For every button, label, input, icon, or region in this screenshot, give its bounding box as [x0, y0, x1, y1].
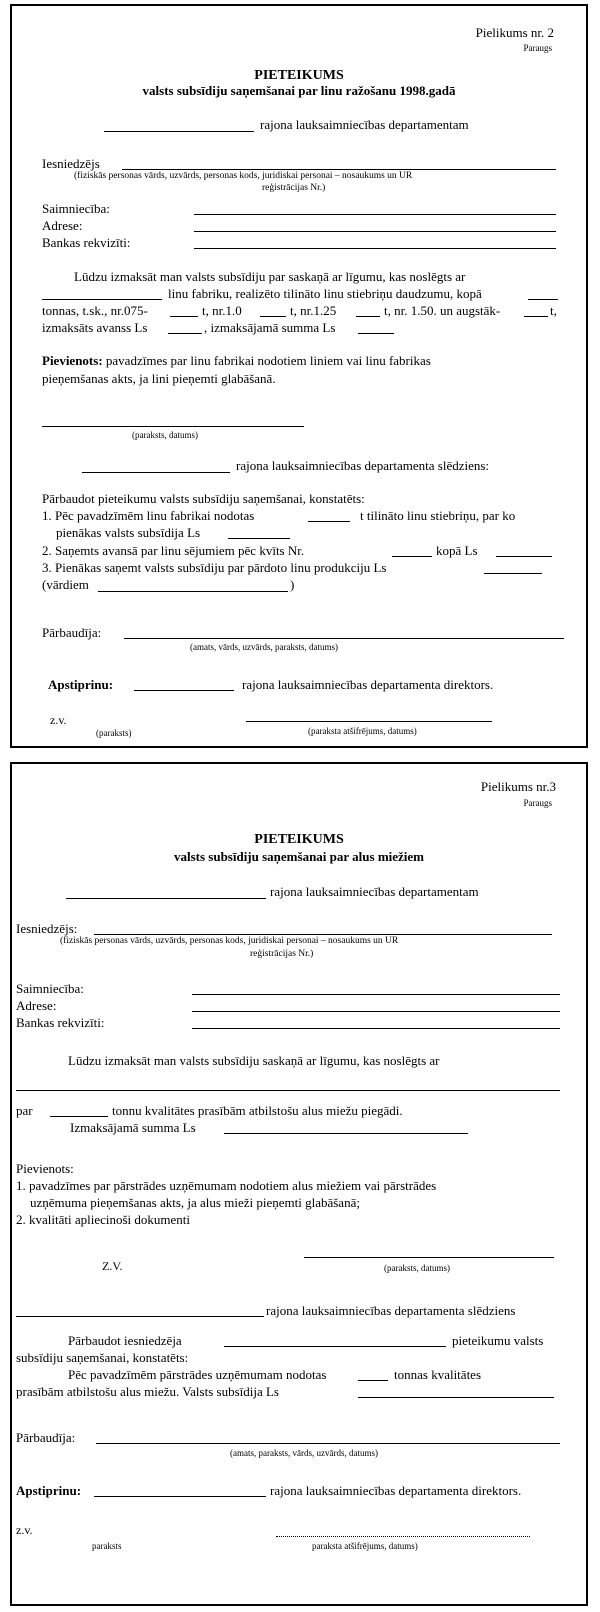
- attached-text-2: pieņemšanas akts, ja lini pieņemti glabāšanā.: [42, 371, 276, 386]
- bank-label: Bankas rekvizīti:: [16, 1015, 105, 1030]
- approve-text: rajona lauksaimniecības departamenta direktors.: [242, 677, 494, 692]
- seal-label-2: z.v.: [16, 1523, 33, 1537]
- subsidy-due-field[interactable]: [484, 573, 542, 574]
- checked-hint: (amats, vārds, uzvārds, paraksts, datums): [190, 642, 338, 652]
- annex-number: Pielikums nr. 2: [475, 25, 554, 40]
- request-text-3c: t, nr.1.25: [290, 303, 337, 318]
- applicant-name-field[interactable]: [224, 1346, 446, 1347]
- applicant-hint-2: reģistrācijas Nr.): [262, 183, 326, 193]
- request-text-3b: t, nr.1.0: [202, 303, 242, 318]
- seal-label: z.v.: [50, 713, 67, 727]
- check-item-1b: tonnas kvalitātes: [394, 1367, 482, 1382]
- applicant-hint: (fiziskās personas vārds, uzvārds, personas kods, juridiskai personai – nosaukums un UR: [74, 171, 413, 181]
- request-text-3d: t, nr. 1.50. un augstāk-: [384, 303, 501, 318]
- annex-number: Pielikums nr.3: [480, 779, 556, 794]
- address-field[interactable]: [194, 231, 556, 232]
- applicant-hint: (fiziskās personas vārds, uzvārds, personas kods, juridiskai personai – nosaukums un UR: [60, 936, 399, 946]
- farm-field[interactable]: [194, 214, 556, 215]
- checked-by-field[interactable]: [96, 1443, 560, 1444]
- sign-decode-hint: (paraksta atšifrējums, datums): [308, 726, 417, 736]
- check-item-1c: prasībām atbilstošu alus miežu. Valsts subsīdija Ls: [16, 1384, 279, 1399]
- sample-label: Paraugs: [523, 798, 552, 808]
- grade-075-field[interactable]: [170, 316, 198, 317]
- director-signature-field[interactable]: [276, 1536, 530, 1537]
- words-label: (vārdiem: [42, 577, 89, 592]
- attached-item-2: 2. kvalitāti apliecinoši dokumenti: [16, 1212, 191, 1227]
- checked-label: Pārbaudīja:: [42, 625, 102, 640]
- address-label: Adrese:: [42, 218, 83, 233]
- barley-delivered-field[interactable]: [358, 1380, 388, 1381]
- approve-label: Apstiprinu:: [16, 1483, 82, 1498]
- check-item-2b: kopā Ls: [436, 543, 478, 558]
- check-item-1c: pienākas valsts subsīdija Ls: [56, 525, 201, 540]
- form-malting-barley-subsidy: [10, 762, 588, 1606]
- attached-text-1: pavadzīmes par linu fabrikai nodotiem liniem vai linu fabrikas: [102, 353, 431, 368]
- check-item-3: 3. Pienākas saņemt valsts subsīdiju par pārdoto linu produkciju Ls: [42, 560, 387, 575]
- signature-hint: (paraksts, datums): [384, 1263, 450, 1273]
- form-title: PIETEIKUMS: [254, 832, 344, 847]
- applicant-field[interactable]: [94, 934, 552, 935]
- signature-hint: (paraksts, datums): [132, 430, 198, 440]
- grade-125-field[interactable]: [356, 316, 380, 317]
- attached-item-1: 1. pavadzīmes par pārstrādes uzņēmumam nodotiem alus miežiem vai pārstrādes: [16, 1178, 437, 1193]
- department-label: rajona lauksaimniecības departamentam: [260, 117, 469, 132]
- request-text-3e: t,: [550, 303, 557, 318]
- request-text-2: linu fabriku, realizēto tilināto linu stiebriņu daudzumu, kopā: [168, 286, 482, 301]
- grade-150-field[interactable]: [524, 316, 548, 317]
- flax-factory-field[interactable]: [42, 299, 162, 300]
- receipt-number-field[interactable]: [392, 556, 432, 557]
- check-item-1: 1. Pēc pavadzīmēm linu fabrikai nodotas: [42, 508, 255, 523]
- farm-label: Saimniecība:: [16, 981, 84, 996]
- approve-text: rajona lauksaimniecības departamenta direktors.: [270, 1483, 522, 1498]
- checked-hint: (amats, paraksts, vārds, uzvārds, datums): [230, 1448, 378, 1458]
- applicant-label: Iesniedzējs: [42, 156, 100, 171]
- sample-label: Paraugs: [523, 43, 552, 53]
- subsidy-amount-field[interactable]: [228, 538, 290, 539]
- conclusion-title: rajona lauksaimniecības departamenta slēdziens:: [236, 458, 490, 473]
- check-intro-b: pieteikumu valsts: [452, 1333, 544, 1348]
- words-close: ): [290, 577, 295, 592]
- applicant-field[interactable]: [122, 169, 556, 170]
- address-label: Adrese:: [16, 998, 57, 1013]
- payable-label: , izmaksājamā summa Ls: [204, 320, 336, 335]
- request-text-2: tonnu kvalitātes prasībām atbilstošu alus miežu piegādi.: [112, 1103, 403, 1118]
- approve-district-field[interactable]: [94, 1496, 266, 1497]
- check-item-2: 2. Saņemts avansā par linu sējumiem pēc kvīts Nr.: [42, 543, 305, 558]
- payable-field[interactable]: [358, 333, 394, 334]
- grade-10-field[interactable]: [260, 316, 286, 317]
- district-field[interactable]: [66, 898, 266, 899]
- seal-label: Z.V.: [102, 1259, 123, 1273]
- checked-by-field[interactable]: [124, 638, 564, 639]
- check-intro: Pārbaudot pieteikumu valsts subsīdiju saņemšanai, konstatēts:: [42, 491, 365, 506]
- applicant-label: Iesniedzējs:: [16, 921, 78, 936]
- applicant-hint-2: reģistrācijas Nr.): [250, 949, 314, 959]
- district-field[interactable]: [104, 131, 254, 132]
- check-item-1: Pēc pavadzīmēm pārstrādes uzņēmumam nodotas: [68, 1367, 327, 1382]
- director-signature-field[interactable]: [246, 721, 492, 722]
- payable-field[interactable]: [224, 1133, 468, 1134]
- request-par: par: [16, 1103, 33, 1118]
- farm-field[interactable]: [192, 994, 560, 995]
- total-tonnes-field[interactable]: [528, 299, 558, 300]
- check-intro: Pārbaudot iesniedzēja: [68, 1333, 182, 1348]
- request-text-3: tonnas, t.sk., nr.075-: [42, 303, 148, 318]
- flax-tonnes-field[interactable]: [308, 521, 350, 522]
- address-field[interactable]: [192, 1011, 560, 1012]
- sign-hint: paraksts: [92, 1541, 122, 1551]
- district-conclusion-field[interactable]: [82, 472, 230, 473]
- bank-label: Bankas rekvizīti:: [42, 235, 131, 250]
- farm-label: Saimniecība:: [42, 201, 110, 216]
- approve-label: Apstiprinu:: [48, 677, 114, 692]
- amount-in-words-field[interactable]: [98, 591, 288, 592]
- form-subtitle: valsts subsīdiju saņemšanai par linu ražošanu 1998.gadā: [142, 83, 456, 98]
- sign-hint: (paraksts): [96, 728, 132, 738]
- advance-total-field[interactable]: [496, 556, 552, 557]
- applicant-signature-field[interactable]: [42, 426, 304, 427]
- conclusion-title: rajona lauksaimniecības departamenta slēdziens: [266, 1303, 516, 1318]
- attached-label: Pievienots:: [16, 1161, 74, 1176]
- form-title: PIETEIKUMS: [254, 68, 344, 83]
- bank-field[interactable]: [194, 248, 556, 249]
- check-intro-c: subsīdiju saņemšanai, konstatēts:: [16, 1350, 189, 1365]
- barley-tonnes-field[interactable]: [50, 1116, 108, 1117]
- district-conclusion-field[interactable]: [16, 1316, 264, 1317]
- bank-field[interactable]: [192, 1028, 560, 1029]
- advance-label: izmaksāts avanss Ls: [42, 320, 148, 335]
- applicant-signature-field[interactable]: [304, 1257, 554, 1258]
- payable-label: Izmaksājamā summa Ls: [70, 1120, 196, 1135]
- request-text: Lūdzu izmaksāt man valsts subsīdiju par saskaņā ar līgumu, kas noslēgts ar: [74, 269, 466, 284]
- sign-decode-hint: paraksta atšifrējums, datums): [312, 1541, 418, 1551]
- approve-district-field[interactable]: [134, 690, 234, 691]
- attached-label: Pievienots:: [42, 353, 103, 368]
- check-item-1b: t tilināto linu stiebriņu, par ko: [360, 508, 516, 523]
- processor-field[interactable]: [16, 1090, 560, 1091]
- subsidy-amount-field[interactable]: [358, 1397, 554, 1398]
- form-flax-subsidy: [10, 4, 588, 748]
- advance-field[interactable]: [168, 333, 202, 334]
- request-text: Lūdzu izmaksāt man valsts subsīdiju saskaņā ar līgumu, kas noslēgts ar: [68, 1053, 440, 1068]
- checked-label: Pārbaudīja:: [16, 1430, 76, 1445]
- attached-item-1b: uzņēmuma pieņemšanas akts, ja alus mieži pieņemti glabāšanā;: [30, 1195, 360, 1210]
- department-label: rajona lauksaimniecības departamentam: [270, 884, 479, 899]
- form-subtitle: valsts subsīdiju saņemšanai par alus miežiem: [173, 849, 425, 864]
- attached-text: [42, 354, 431, 369]
